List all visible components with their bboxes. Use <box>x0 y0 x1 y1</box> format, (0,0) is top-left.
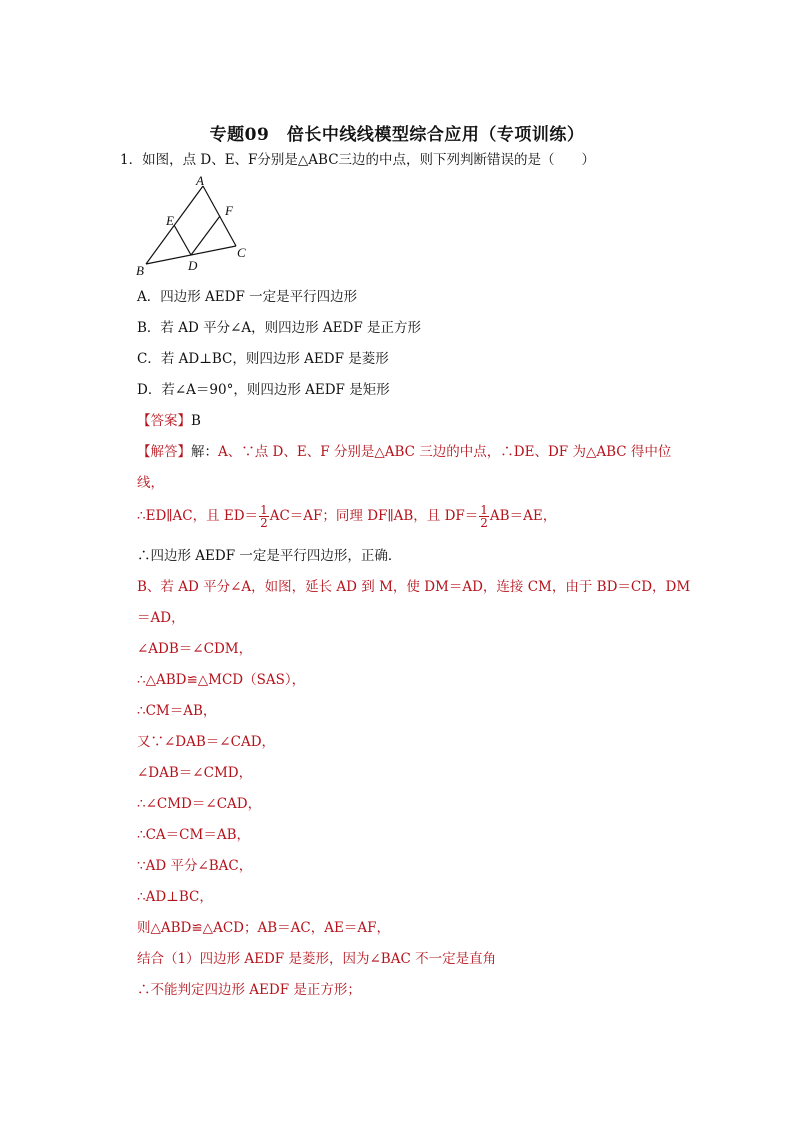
question-stem: 1．如图，点 D、E、F分别是△ABC三边的中点，则下列判断错误的是（ ） <box>120 152 596 168</box>
page-title: 专题09 倍长中线线模型综合应用（专项训练） <box>209 125 585 145</box>
analysis-line-18: ∴不能判定四边形 AEDF 是正方形； <box>137 982 361 998</box>
analysis-prefix: 解： <box>191 444 218 460</box>
option-b: B．若 AD 平分∠A，则四边形 AEDF 是正方形 <box>137 320 422 336</box>
option-a: A．四边形 AEDF 一定是平行四边形 <box>137 289 358 305</box>
analysis-line-14: ∵AD 平分∠BAC， <box>137 858 253 874</box>
segment-ED <box>174 225 191 255</box>
analysis-line-4: ∴四边形 AEDF 一定是平行四边形，正确． <box>137 548 402 564</box>
analysis-line-9: ∴CM＝AB， <box>137 703 217 719</box>
analysis-line-7: ∠ADB＝∠CDM， <box>137 641 253 657</box>
analysis-line-13: ∴CA＝CM＝AB， <box>137 827 250 843</box>
label-C: C <box>237 245 246 260</box>
fraction-half-1: $\frac{1}{2}$ <box>260 503 268 530</box>
analysis-line-2: 线， <box>137 475 164 491</box>
analysis-text-1: A、∵点 D、E、F 分别是△ABC 三边的中点，∴DE、DF 为△ABC 得中位 <box>218 444 672 460</box>
answer-line <box>137 411 201 431</box>
analysis-line-1 <box>137 442 671 462</box>
label-D: D <box>188 258 198 273</box>
answer-value: B <box>191 413 201 429</box>
analysis-line-11: ∠DAB＝∠CMD， <box>137 765 253 781</box>
analysis-line-3 <box>137 504 556 529</box>
analysis-line-16: 则△ABD≌△ACD；AB＝AC，AE＝AF， <box>137 920 390 936</box>
analysis-line-15: ∴AD⊥BC， <box>137 889 213 905</box>
triangle-figure <box>133 172 253 278</box>
fraction-half-2: $\frac{1}{2}$ <box>480 503 488 530</box>
analysis-line-5: B、若 AD 平分∠A，如图，延长 AD 到 M，使 DM＝AD，连接 CM，由于 BD＝CD，DM <box>137 579 691 595</box>
analysis-line-6: ＝AD， <box>137 610 185 626</box>
analysis-line-8: ∴△ABD≌△MCD（SAS）， <box>137 672 306 688</box>
analysis-label: 【解答】 <box>137 444 191 460</box>
answer-label: 【答案】 <box>137 413 191 429</box>
analysis-text-3b: AC＝AF；同理 DF∥AB，且 DF＝ <box>269 508 479 524</box>
label-B: B <box>136 263 144 278</box>
label-E: E <box>166 213 174 228</box>
label-A: A <box>196 173 204 188</box>
option-c: C．若 AD⊥BC，则四边形 AEDF 是菱形 <box>137 351 389 367</box>
analysis-text-3a: ∴ED∥AC，且 ED＝ <box>137 508 259 524</box>
analysis-line-10: 又∵∠DAB＝∠CAD， <box>137 734 276 750</box>
analysis-text-3c: AB＝AE， <box>489 508 557 524</box>
analysis-line-17: 结合（1）四边形 AEDF 是菱形，因为∠BAC 不一定是直角 <box>137 951 497 967</box>
label-F: F <box>225 203 233 218</box>
option-d: D．若∠A＝90°，则四边形 AEDF 是矩形 <box>137 382 390 398</box>
analysis-line-12: ∴∠CMD＝∠CAD， <box>137 796 262 812</box>
segment-FD <box>191 216 220 255</box>
